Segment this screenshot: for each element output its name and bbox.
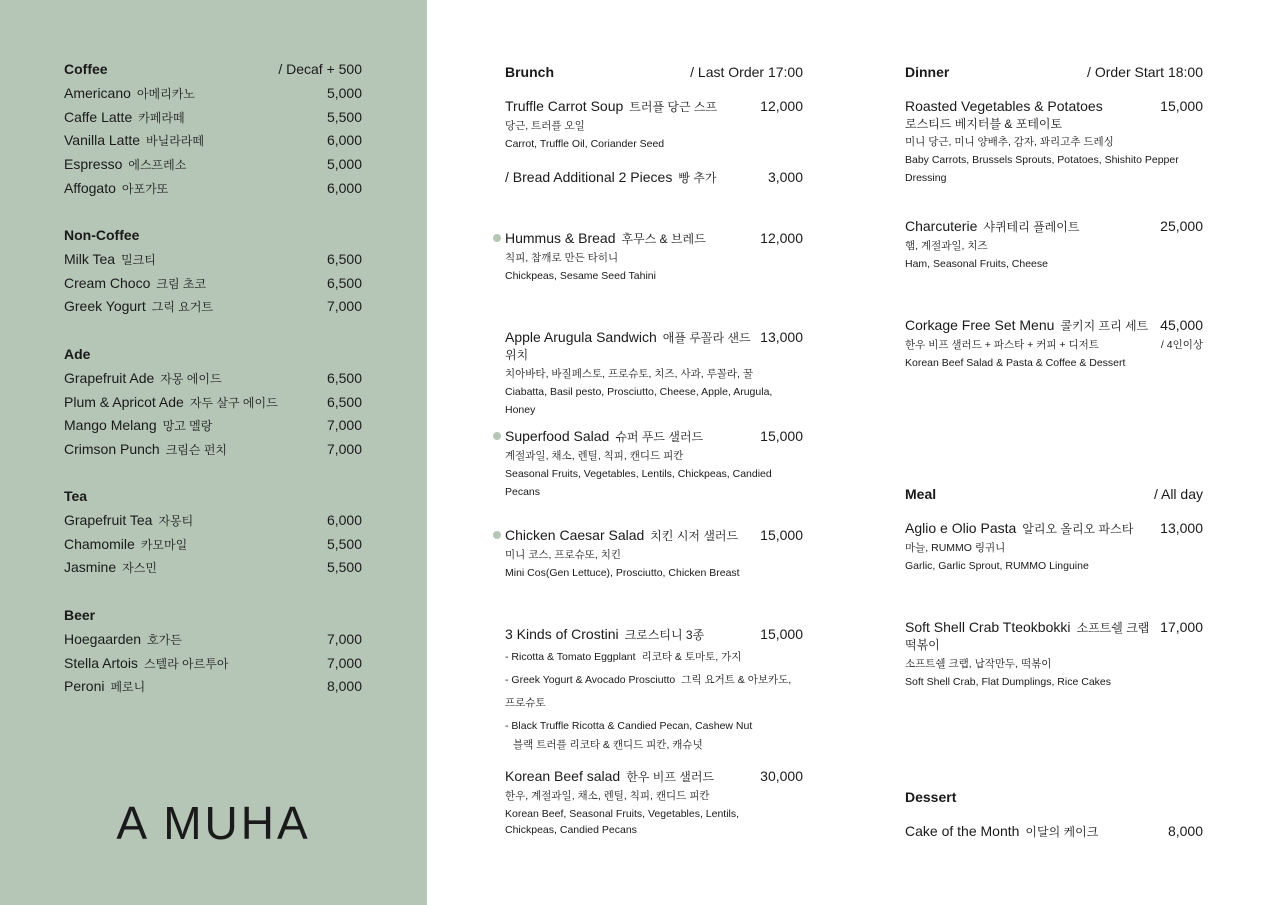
category-title: Ade bbox=[64, 346, 91, 362]
drink-price: 6,000 bbox=[326, 512, 362, 528]
drink-item bbox=[64, 512, 362, 536]
option-name: - Greek Yogurt & Avocado Prosciutto bbox=[505, 674, 676, 686]
drink-price: 5,500 bbox=[326, 108, 362, 125]
dessert-header bbox=[905, 789, 1203, 805]
drink-name-kr: 자몽티 bbox=[158, 514, 194, 528]
drink-name: Milk Tea bbox=[64, 251, 116, 267]
item-desc-en: Korean Beef Salad & Pasta & Coffee & Dessert bbox=[905, 357, 1126, 369]
item-price: 15,000 bbox=[760, 428, 803, 444]
drink-name-kr: 크림슨 펀치 bbox=[165, 443, 227, 458]
order-start-note: / Order Start 18:00 bbox=[1087, 64, 1203, 80]
item-name-kr: 알리오 올리오 파스타 bbox=[1022, 522, 1134, 536]
menu-item bbox=[905, 823, 1203, 840]
section-title: Dinner bbox=[905, 64, 950, 80]
signature-dot-icon bbox=[493, 531, 501, 539]
item-price: 13,000 bbox=[760, 329, 803, 345]
drink-item bbox=[64, 85, 362, 109]
crostini-option bbox=[505, 669, 803, 715]
all-day-note: / All day bbox=[1153, 486, 1203, 502]
drink-price: 7,000 bbox=[326, 631, 362, 647]
item-name: Chicken Caesar Salad bbox=[505, 527, 645, 543]
brand-logo: A MUHA bbox=[116, 797, 311, 849]
item-name-kr: 로스티드 베지터블 & 포테이토 bbox=[905, 117, 1063, 131]
item-name: Korean Beef salad bbox=[505, 768, 621, 784]
dinner-header bbox=[905, 64, 1203, 80]
drink-item bbox=[64, 559, 362, 583]
signature-dot-icon bbox=[493, 432, 501, 440]
item-name: Corkage Free Set Menu bbox=[905, 317, 1055, 333]
drink-name: Mango Melang bbox=[64, 417, 157, 434]
item-price: 8,000 bbox=[1167, 823, 1203, 839]
item-name: 3 Kinds of Crostini bbox=[505, 626, 619, 642]
drink-price: 7,000 bbox=[326, 417, 362, 434]
category-title: Coffee bbox=[64, 61, 108, 77]
item-name: Cake of the Month bbox=[905, 823, 1020, 839]
drink-item bbox=[64, 536, 362, 560]
menu-item bbox=[505, 98, 803, 153]
drink-name-kr: 아포가또 bbox=[121, 181, 169, 196]
item-name: Charcuterie bbox=[905, 218, 978, 234]
item-desc-en: Korean Beef, Seasonal Fruits, Vegetables, Lentils, bbox=[505, 808, 740, 820]
section-title: Dessert bbox=[905, 789, 957, 805]
drink-item bbox=[64, 417, 362, 441]
item-desc-en: Soft Shell Crab, Flat Dumplings, Rice Cakes bbox=[905, 676, 1111, 688]
item-name-kr: 크로스티니 3종 bbox=[624, 628, 705, 642]
drink-item bbox=[64, 394, 362, 418]
menu-item bbox=[505, 768, 803, 839]
item-price: 30,000 bbox=[760, 768, 803, 784]
item-desc-en: Mini Cos(Gen Lettuce), Prosciutto, Chicken Breast bbox=[505, 567, 740, 579]
item-desc-en: Garlic, Garlic Sprout, RUMMO Linguine bbox=[905, 560, 1089, 572]
drink-name-kr: 자스민 bbox=[122, 561, 157, 576]
item-name: / Bread Additional 2 Pieces bbox=[505, 169, 673, 185]
item-name: Apple Arugula Sandwich bbox=[505, 329, 657, 345]
item-desc-kr: 미니 코스, 프로슈또, 치킨 bbox=[505, 549, 622, 561]
category-non-coffee bbox=[64, 227, 362, 322]
drink-item bbox=[64, 132, 362, 156]
drink-price: 7,000 bbox=[326, 298, 362, 315]
item-price: 3,000 bbox=[767, 169, 803, 185]
category-coffee bbox=[64, 61, 362, 203]
drink-price: 6,500 bbox=[326, 370, 362, 386]
item-name: Truffle Carrot Soup bbox=[505, 98, 624, 114]
item-desc-kr: 햄, 계절과일, 치즈 bbox=[905, 240, 988, 252]
item-name-kr: 빵 추가 bbox=[678, 171, 717, 185]
last-order-note: / Last Order 17:00 bbox=[690, 64, 803, 80]
item-name-kr: 샤퀴테리 플레이트 bbox=[983, 220, 1080, 234]
drink-price: 6,500 bbox=[326, 274, 362, 291]
drink-name: Plum & Apricot Ade bbox=[64, 393, 184, 410]
drink-price: 7,000 bbox=[326, 654, 362, 671]
drink-price: 6,000 bbox=[326, 132, 362, 149]
drink-name-kr: 카모마일 bbox=[140, 537, 188, 552]
drink-name: Affogato bbox=[64, 179, 116, 196]
item-price: 17,000 bbox=[1160, 619, 1203, 635]
drink-item bbox=[64, 678, 362, 702]
drink-name: Cream Choco bbox=[64, 274, 151, 291]
drink-name-kr: 호가든 bbox=[147, 633, 182, 647]
category-ade bbox=[64, 346, 362, 465]
option-name-kr: 리코타 & 토마토, 가지 bbox=[641, 651, 742, 663]
drink-name: Vanilla Latte bbox=[64, 132, 141, 149]
drink-price: 8,000 bbox=[326, 678, 362, 695]
brunch-column bbox=[505, 0, 803, 905]
drink-item bbox=[64, 298, 362, 322]
drink-price: 7,000 bbox=[326, 441, 362, 458]
menu-item bbox=[905, 520, 1203, 575]
dinner-column bbox=[905, 0, 1203, 905]
item-name: Hummus & Bread bbox=[505, 230, 616, 246]
item-name-kr: 애플 루꼴라 샌드위치 bbox=[505, 331, 751, 362]
drink-price: 5,500 bbox=[326, 559, 362, 576]
drink-name-kr: 크림 초코 bbox=[156, 276, 207, 291]
menu-item bbox=[505, 329, 803, 419]
drink-name: Grapefruit Tea bbox=[64, 512, 153, 528]
item-desc-en: Baby Carrots, Brussels Sprouts, Potatoes, Shishito Pepper Dressing bbox=[905, 154, 1179, 184]
drink-name: Caffe Latte bbox=[64, 108, 133, 125]
crostini-option-kr: 블랙 트러플 리코타 & 캔디드 피칸, 캐슈넛 bbox=[513, 739, 703, 751]
category-title: Tea bbox=[64, 488, 88, 504]
drink-name-kr: 에스프레소 bbox=[128, 158, 187, 173]
menu-item bbox=[905, 218, 1203, 273]
drink-name: Chamomile bbox=[64, 535, 135, 552]
brunch-header bbox=[505, 64, 803, 80]
meal-header bbox=[905, 486, 1203, 502]
item-name-kr: 후무스 & 브레드 bbox=[621, 232, 706, 246]
item-desc-kr: 당근, 트러플 오일 bbox=[505, 120, 585, 132]
menu-item bbox=[505, 230, 803, 285]
item-name: Soft Shell Crab Tteokbokki bbox=[905, 619, 1071, 635]
category-title: Non-Coffee bbox=[64, 227, 140, 243]
drink-name-kr: 바닐라라떼 bbox=[146, 134, 204, 149]
category-title: Beer bbox=[64, 607, 96, 623]
drink-item bbox=[64, 441, 362, 465]
drink-price: 5,500 bbox=[326, 535, 362, 552]
drink-name: Grapefruit Ade bbox=[64, 370, 155, 386]
option-name-kr: 그릭 요거트 & 아보카도, 프로슈토 bbox=[505, 674, 792, 709]
section-title: Meal bbox=[905, 486, 937, 502]
drink-item bbox=[64, 156, 362, 180]
item-desc-kr: 미니 당근, 미니 양배추, 감자, 꽈리고추 드레싱 bbox=[905, 136, 1114, 148]
menu-item-addon bbox=[505, 169, 803, 186]
crostini-option bbox=[505, 646, 803, 669]
drink-name: Stella Artois bbox=[64, 654, 138, 671]
drink-item bbox=[64, 275, 362, 299]
drink-item bbox=[64, 180, 362, 204]
crostini-options bbox=[505, 646, 803, 757]
drink-price: 6,000 bbox=[326, 179, 362, 196]
item-name-kr: 콜키지 프리 세트 bbox=[1060, 319, 1149, 333]
menu-item-crostini bbox=[505, 626, 803, 757]
drink-name-kr: 스텔라 아르투아 bbox=[143, 656, 229, 671]
item-desc-kr-row bbox=[905, 336, 1203, 354]
item-name: Roasted Vegetables & Potatoes bbox=[905, 98, 1103, 114]
signature-dot-icon bbox=[493, 234, 501, 242]
drink-price: 5,000 bbox=[326, 156, 362, 173]
item-price: 12,000 bbox=[760, 230, 803, 246]
item-price: 13,000 bbox=[1160, 520, 1203, 536]
item-desc-kr: 한우, 계절과일, 채소, 렌틸, 칙피, 캔디드 피칸 bbox=[505, 790, 710, 802]
item-price: 12,000 bbox=[760, 98, 803, 114]
item-name-kr: 트러플 당근 스프 bbox=[629, 100, 718, 114]
drink-name: Americano bbox=[64, 85, 131, 101]
category-beer bbox=[64, 607, 362, 702]
item-name: Aglio e Olio Pasta bbox=[905, 520, 1017, 536]
drink-item bbox=[64, 109, 362, 133]
group-size-note: / 4인이상 bbox=[1160, 339, 1203, 351]
item-desc-en: Ciabatta, Basil pesto, Prosciutto, Cheese, Apple, Arugula, Honey bbox=[505, 386, 773, 416]
item-price: 25,000 bbox=[1160, 218, 1203, 234]
drink-price: 5,000 bbox=[326, 85, 362, 101]
item-price: 15,000 bbox=[1160, 98, 1203, 114]
drink-name: Crimson Punch bbox=[64, 441, 160, 458]
item-desc-en: Ham, Seasonal Fruits, Cheese bbox=[905, 258, 1048, 270]
drink-item bbox=[64, 251, 362, 275]
drink-name: Peroni bbox=[64, 678, 105, 695]
menu-item bbox=[905, 317, 1203, 372]
item-desc-en: Seasonal Fruits, Vegetables, Lentils, Chickpeas, Candied Pecans bbox=[505, 468, 772, 498]
menu-item bbox=[505, 428, 803, 501]
option-name: - Ricotta & Tomato Eggplant bbox=[505, 651, 636, 663]
drink-name-kr: 페로니 bbox=[110, 680, 146, 695]
item-name-kr: 이달의 케이크 bbox=[1025, 825, 1099, 839]
item-desc-en: Carrot, Truffle Oil, Coriander Seed bbox=[505, 138, 665, 150]
drink-price: 6,500 bbox=[326, 393, 362, 410]
drink-name-kr: 그릭 요거트 bbox=[151, 300, 214, 315]
menu-item bbox=[905, 619, 1203, 691]
drinks-panel bbox=[0, 0, 427, 905]
item-name-kr: 한우 비프 샐러드 bbox=[626, 770, 715, 784]
drink-name-kr: 카페라떼 bbox=[138, 110, 185, 125]
section-title: Brunch bbox=[505, 64, 554, 80]
item-desc-kr: 소프트쉘 크랩, 납작만두, 떡볶이 bbox=[905, 658, 1052, 670]
option-name: - Black Truffle Ricotta & Candied Pecan, Cashew Nut bbox=[505, 720, 753, 732]
item-name-kr: 슈퍼 푸드 샐러드 bbox=[615, 430, 704, 444]
menu-item bbox=[505, 527, 803, 582]
item-desc-kr: 치아바타, 바질페스토, 프로슈토, 치즈, 사과, 루꼴라, 꿀 bbox=[505, 368, 754, 380]
item-name-kr: 소프트쉘 크랩 떡볶이 bbox=[905, 621, 1150, 652]
drink-item bbox=[64, 370, 362, 394]
drink-name-kr: 망고 멜랑 bbox=[162, 419, 213, 434]
drink-name: Greek Yogurt bbox=[64, 298, 146, 315]
drink-name: Espresso bbox=[64, 156, 123, 173]
item-name-kr: 치킨 시저 샐러드 bbox=[650, 529, 739, 543]
item-price: 15,000 bbox=[760, 527, 803, 543]
drink-price: 6,500 bbox=[326, 251, 362, 267]
item-desc-kr: 계절과일, 채소, 렌틸, 칙피, 캔디드 피칸 bbox=[505, 450, 684, 462]
drink-name: Jasmine bbox=[64, 559, 117, 576]
item-name: Superfood Salad bbox=[505, 428, 610, 444]
drink-name-kr: 자두 살구 에이드 bbox=[189, 395, 278, 410]
item-desc-en: Chickpeas, Sesame Seed Tahini bbox=[505, 270, 656, 282]
item-price: 15,000 bbox=[760, 626, 803, 642]
item-desc-kr: 마늘, RUMMO 링귀니 bbox=[905, 542, 1006, 554]
item-desc-kr: 한우 비프 샐러드 + 파스타 + 커피 + 디저트 bbox=[905, 339, 1099, 351]
drink-name-kr: 자몽 에이드 bbox=[160, 372, 222, 386]
item-desc-en: Chickpeas, Candied Pecans bbox=[505, 824, 637, 836]
drink-name-kr: 아메리카노 bbox=[136, 87, 195, 101]
drink-item bbox=[64, 631, 362, 655]
item-desc-kr: 칙피, 참깨로 만든 타히니 bbox=[505, 252, 619, 264]
drink-name-kr: 밀크티 bbox=[121, 253, 156, 267]
item-price: 45,000 bbox=[1160, 317, 1203, 333]
drink-name: Hoegaarden bbox=[64, 631, 142, 647]
menu-item bbox=[905, 98, 1203, 187]
category-tea bbox=[64, 488, 362, 583]
decaf-note: / Decaf + 500 bbox=[278, 61, 362, 77]
drink-item bbox=[64, 655, 362, 679]
